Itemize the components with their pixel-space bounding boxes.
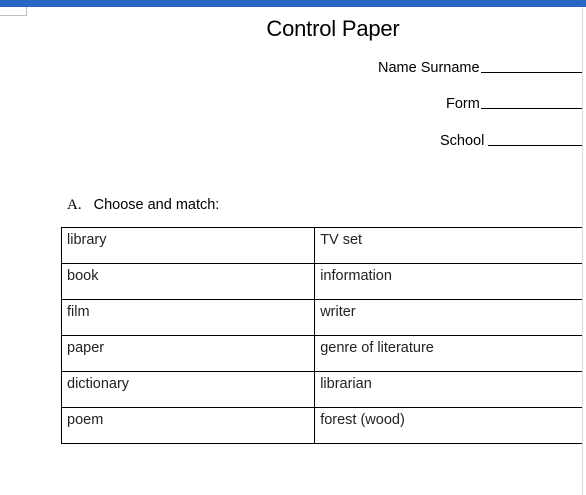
- table-row: [62, 372, 586, 408]
- table-cell-left: dictionary: [62, 372, 315, 408]
- page-title: Control Paper: [266, 16, 400, 41]
- school-label: School: [440, 133, 485, 149]
- table-row: [62, 408, 586, 444]
- table-cell-right: forest (wood): [315, 408, 586, 444]
- table-row: [62, 300, 586, 336]
- table-cell-right: genre of literature: [315, 336, 586, 372]
- table-row: [62, 336, 586, 372]
- name-surname-blank-line: [481, 71, 586, 73]
- name-surname-label: Name Surname: [378, 60, 480, 76]
- window-top-bar: [0, 0, 586, 7]
- form-label: Form: [446, 96, 480, 112]
- school-blank-line: [488, 144, 586, 146]
- matching-table: [61, 227, 586, 444]
- table-row: [62, 264, 586, 300]
- school-field: [440, 133, 586, 149]
- table-row: [62, 228, 586, 264]
- task-letter: A.: [67, 197, 82, 213]
- page-corner-marker: [0, 7, 27, 16]
- table-cell-right: writer: [315, 300, 586, 336]
- table-cell-left: poem: [62, 408, 315, 444]
- page-right-edge: [582, 7, 586, 495]
- name-surname-field: [378, 60, 586, 76]
- table-cell-left: book: [62, 264, 315, 300]
- task-heading: [67, 197, 219, 214]
- table-cell-left: paper: [62, 336, 315, 372]
- table-cell-right: TV set: [315, 228, 586, 264]
- task-instruction: Choose and match:: [93, 197, 220, 213]
- form-blank-line: [481, 107, 586, 109]
- table-cell-left: film: [62, 300, 315, 336]
- table-cell-right: information: [315, 264, 586, 300]
- table-cell-left: library: [62, 228, 315, 264]
- form-field: [446, 96, 586, 112]
- table-cell-right: librarian: [315, 372, 586, 408]
